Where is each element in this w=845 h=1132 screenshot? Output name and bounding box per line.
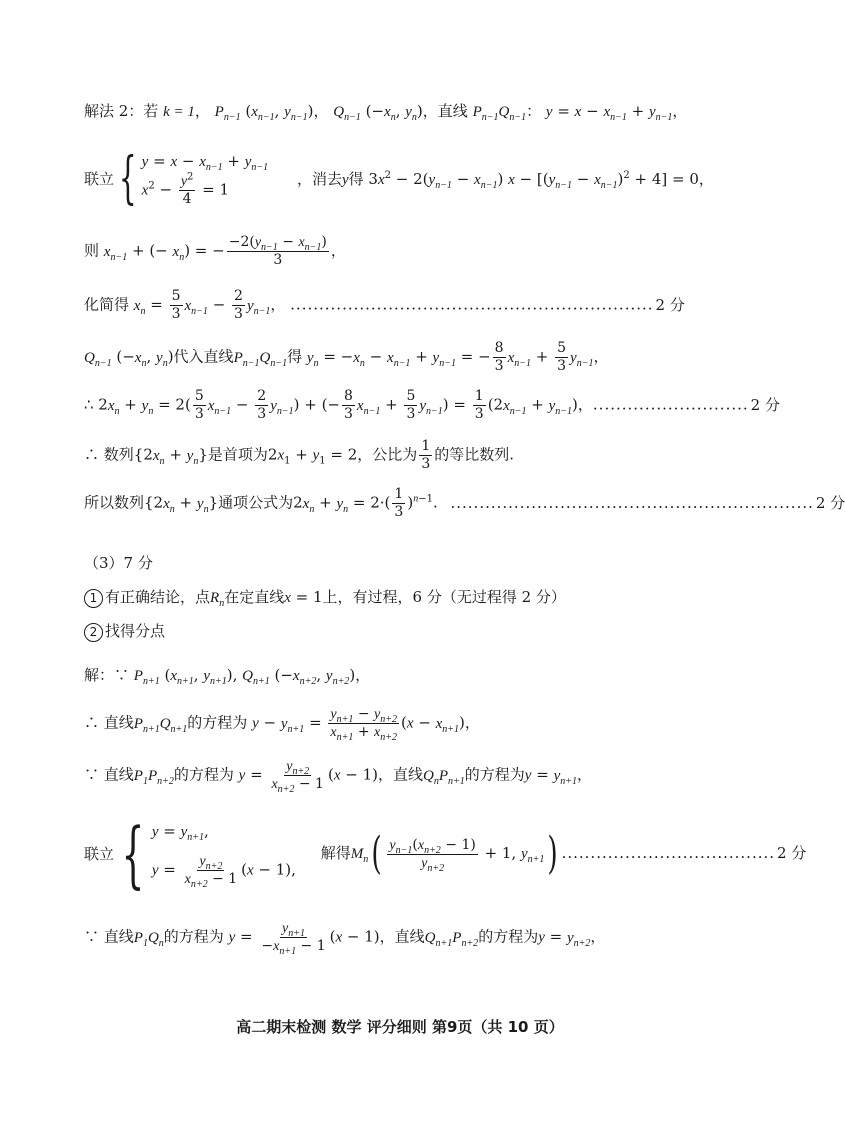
- line-pq-equation: ∴ 直线$P_{n+1}Q_{n+1}$的方程为 $y - y_{n+1}$ = $\frac{y_{n+1} - y_{n+2}}{x_{n+1} + x_{n+2}}$ $(x - x_{n+1})$，: [84, 706, 480, 743]
- circled-number-2: 2: [84, 623, 103, 642]
- system-equations-1: 联立{ $y = x - x_{n-1} + y_{n-1}$ $x^2$ − $\frac{y^2}{4}$ = 1 ，消去y得 $3x^2 - 2(y_{n-1} - x_{n-1}) x - [(y_{n-1} - x_{n-1})^2 + 4] = 0$，: [84, 146, 714, 211]
- simplify-xn: 化简得 $x_n$ = $\frac{5}{3}$ $x_{n-1}$ − $\frac{2}{3}$ $y_{n-1}$， ............................................................... 2 分: [84, 288, 685, 322]
- line-pp-qp-equations: ∵ 直线$P_1P_{n+2}$的方程为 y = $\frac{y_{n+2}}{x_{n+2} - 1}$ (x − 1)，直线$Q_nP_{n+1}$的方程为$y = y_{n+1}$，: [84, 759, 593, 795]
- solution2-intro: 解法 2：若 k = 1， $P_{n-1}$ ($x_{n-1}$, $y_{n-1}$)， $Q_{n-1}$ ($-x_n$, $y_n$)，直线 $P_{n-1}Q_{n-1}$： $y = x - x_{n-1} + y_{n-1}$，: [84, 102, 688, 123]
- substitute-yn: $Q_{n-1}$ ($-x_n$, $y_n$)代入直线$P_{n-1}Q_{n-1}$得 $y_n = -x_n - x_{n-1} + y_{n-1}$ = − $\frac{8}{3}$ $x_{n-1}$ + $\frac{5}{3}$ $y_{n-1}$，: [84, 340, 609, 374]
- system-equations-2: 联立 { $y = y_{n+1}$, y = $\frac{y_{n+2}}{x_{n+2} - 1}$ (x − 1), 解得$M_n$( $\frac{y_{n-1}(x_{n+2} - 1)}{y_{n+2}}$ + 1, $y_{n+1}$) ..................................... 2 分: [84, 812, 807, 896]
- circled-number-1: 1: [84, 589, 103, 608]
- geometric-sequence: ∴ 数列$\{2x_n + y_n\}$是首项为$2x_1 + y_1 = 2$，公比为 $\frac{1}{3}$ 的等比数列.: [84, 438, 515, 472]
- general-term: 所以数列$\{2x_n + y_n\}$通项公式为$2x_n + y_n = 2\cdot$( $\frac{1}{3}$ )$^{n-1}$. ............................................................... 2 分: [84, 486, 845, 520]
- criterion-1: 1 有正确结论，点$R_n$在定直线x = 1上，有过程，6 分（无过程得 2 分）: [84, 586, 724, 609]
- solution-points: 解：∵ $P_{n+1}$ ($x_{n+1}$, $y_{n+1}$), $Q_{n+1}$ ($-x_{n+2}$, $y_{n+2}$)，: [84, 666, 371, 687]
- section-3-heading: （3）7 分: [84, 554, 153, 572]
- page-footer: 高二期末检测 数学 评分细则 第9页（共 10 页）: [236, 1018, 564, 1036]
- vieta-relation: 则 $x_{n-1}$ + (− $x_n$) = − $\frac{-2(y_{n-1} - x_{n-1})}{3}$ ，: [84, 234, 346, 268]
- criterion-2: 2 找得分点: [84, 620, 724, 642]
- line-pq-qp-equations: ∵ 直线$P_1Q_n$的方程为 y = $\frac{y_{n+1}}{-x_{n+1} - 1}$ (x − 1)，直线$Q_{n+1}P_{n+2}$的方程为$y = y_{n+2}$，: [84, 921, 606, 957]
- recurrence-2xn-yn: ∴ $2x_n + y_n = 2$( $\frac{5}{3}$ $x_{n-1}$ − $\frac{2}{3}$ $y_{n-1}$) + (− $\frac{8}{3}$ $x_{n-1}$ + $\frac{5}{3}$ $y_{n-1}$) = $\frac{1}{3}$ $(2x_{n-1} + y_{n-1})$，........................... 2 分: [84, 388, 780, 422]
